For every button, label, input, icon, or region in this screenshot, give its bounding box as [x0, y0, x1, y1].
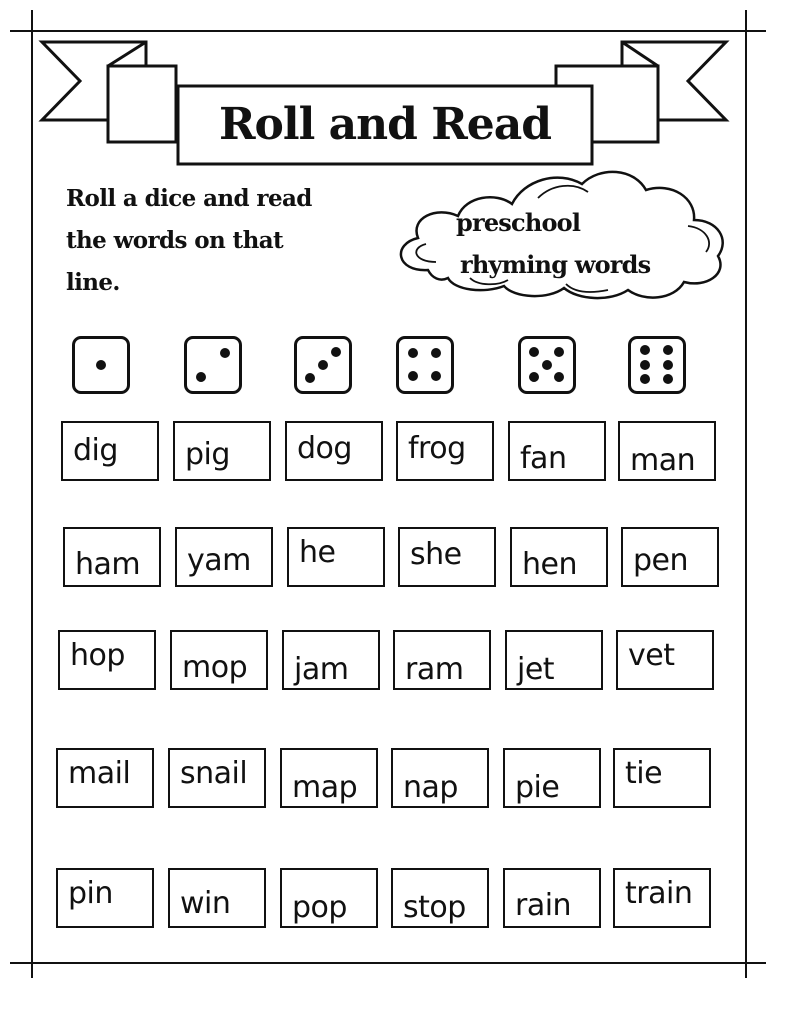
dice-pip: [408, 348, 418, 358]
frame-left-line: [31, 10, 33, 978]
dice-pip: [663, 345, 673, 355]
dice-pip: [663, 360, 673, 370]
instructions-line: Roll a dice and read: [66, 185, 312, 212]
word-box-pen: pen: [621, 527, 719, 587]
word-box-tie: tie: [613, 748, 711, 808]
subtitle-line: preschool: [456, 208, 581, 237]
frame-right-line: [745, 10, 747, 978]
word-box-dog: dog: [285, 421, 383, 481]
word-box-jam: jam: [282, 630, 380, 690]
dice-pip: [431, 371, 441, 381]
dice-pip: [554, 372, 564, 382]
word-box-hop: hop: [58, 630, 156, 690]
word-box-pin: pin: [56, 868, 154, 928]
dice-face-2-icon: [184, 336, 242, 394]
word-box-man: man: [618, 421, 716, 481]
word-box-pie: pie: [503, 748, 601, 808]
word-box-ham: ham: [63, 527, 161, 587]
word-box-snail: snail: [168, 748, 266, 808]
word-box-he: he: [287, 527, 385, 587]
frame-bottom-line: [10, 962, 766, 964]
word-box-win: win: [168, 868, 266, 928]
dice-pip: [554, 347, 564, 357]
word-box-rain: rain: [503, 868, 601, 928]
word-box-jet: jet: [505, 630, 603, 690]
dice-pip: [529, 372, 539, 382]
dice-pip: [331, 347, 341, 357]
frame-top-line: [10, 30, 766, 32]
word-box-stop: stop: [391, 868, 489, 928]
word-box-nap: nap: [391, 748, 489, 808]
word-box-map: map: [280, 748, 378, 808]
word-box-mop: mop: [170, 630, 268, 690]
dice-pip: [640, 360, 650, 370]
word-box-mail: mail: [56, 748, 154, 808]
dice-pip: [542, 360, 552, 370]
dice-face-6-icon: [628, 336, 686, 394]
word-box-train: train: [613, 868, 711, 928]
instructions-line: the words on that: [66, 227, 284, 254]
word-box-pig: pig: [173, 421, 271, 481]
word-box-ram: ram: [393, 630, 491, 690]
dice-pip: [96, 360, 106, 370]
dice-pip: [640, 345, 650, 355]
word-box-yam: yam: [175, 527, 273, 587]
dice-face-5-icon: [518, 336, 576, 394]
word-box-she: she: [398, 527, 496, 587]
word-box-hen: hen: [510, 527, 608, 587]
worksheet-title: Roll and Read: [218, 98, 552, 150]
dice-pip: [196, 372, 206, 382]
word-box-pop: pop: [280, 868, 378, 928]
dice-pip: [305, 373, 315, 383]
word-box-dig: dig: [61, 421, 159, 481]
dice-pip: [529, 347, 539, 357]
dice-pip: [663, 374, 673, 384]
dice-pip: [318, 360, 328, 370]
subtitle: [456, 200, 696, 288]
dice-pip: [408, 371, 418, 381]
dice-face-1-icon: [72, 336, 130, 394]
instructions-line: line.: [66, 269, 120, 296]
dice-pip: [640, 374, 650, 384]
word-box-frog: frog: [396, 421, 494, 481]
word-box-fan: fan: [508, 421, 606, 481]
dice-pip: [431, 348, 441, 358]
dice-face-4-icon: [396, 336, 454, 394]
dice-face-3-icon: [294, 336, 352, 394]
instructions-text: [66, 178, 366, 304]
dice-pip: [220, 348, 230, 358]
subtitle-line: rhyming words: [460, 250, 651, 279]
word-box-vet: vet: [616, 630, 714, 690]
